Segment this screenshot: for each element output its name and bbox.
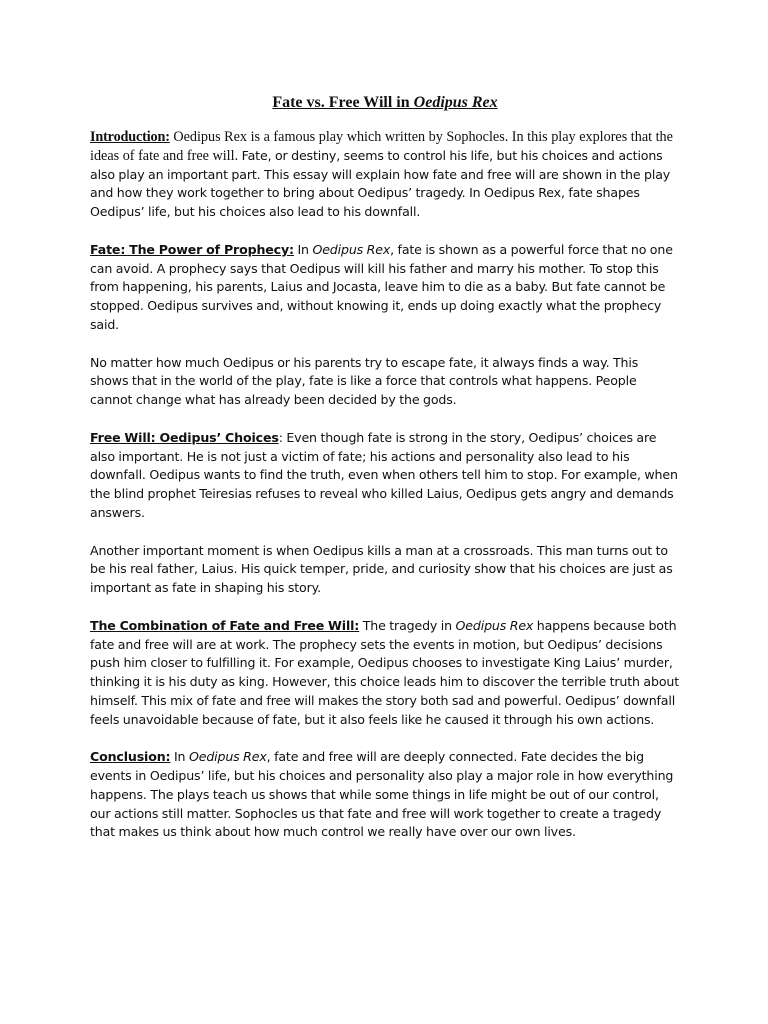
title-text: Fate vs. Free Will in xyxy=(272,94,414,111)
fate-italic: Oedipus Rex xyxy=(312,241,391,257)
fate-heading: Fate: The Power of Prophecy: xyxy=(90,241,294,257)
title-italic: Oedipus Rex xyxy=(413,94,498,111)
conclusion-body: , fate and free will are deeply connected. Fate decides the big events in Oedipus’ life, but his choices and personality also play a major role in how everything happens. The plays teach us shows that while some things in life might be out of our control, our actions still matter. Sophocles us that fate and free will work together to create a tragedy that makes us think about how much control we really have over our own lives. xyxy=(90,749,674,840)
fate-paragraph-2: No matter how much Oedipus or his parents try to escape fate, it always finds a way. This shows that in the world of the play, fate is like a force that controls what happens. People cannot change what has already been decided by the gods. xyxy=(90,354,639,408)
conclusion-heading: Conclusion: xyxy=(90,749,171,765)
intro-body: Fate, or destiny, seems to control his life, but his choices and actions also play an important part. This essay will explain how fate and free will are shown in the play and how they work together to bring about Oedipus’ tragedy. In Oedipus Rex, fate shapes Oedipus’ life, but his choices also lead to his downfall. xyxy=(90,147,671,220)
free-will-heading: Free Will: Oedipus’ Choices xyxy=(90,429,279,445)
fate-body: , fate is shown as a powerful force that no one can avoid. A prophecy says that Oedipus will kill his father and marry his mother. To stop this from happening, his parents, Laius and Jocasta, leave him to die as a baby. But fate cannot be stopped. Oedipus survives and, without knowing it, ends up doing exactly what the prophecy said. xyxy=(90,241,673,332)
free-will-body: : Even though fate is strong in the story, Oedipus’ choices are also important. He is not just a victim of fate; his actions and personality also lead to his downfall. Oedipus wants to find the truth, even when others tell him to stop. For example, when the blind prophet Teiresias refuses to reveal who killed Laius, Oedipus gets angry and demands answers. xyxy=(90,429,678,520)
combination-heading: The Combination of Fate and Free Will: xyxy=(90,617,360,633)
document-title xyxy=(90,92,680,114)
free-will-paragraph xyxy=(90,429,680,523)
combination-italic: Oedipus Rex xyxy=(455,617,534,633)
combination-body: happens because both fate and free will are at work. The prophecy sets the events in motion, but Oedipus’ decisions push him closer to fulfilling it. For example, Oedipus chooses to investigate King Laius’ murder, thinking it is his duty as king. However, this choice leads him to discover the terrible truth about himself. This mix of fate and free will makes the story both sad and powerful. Oedipus’ downfall feels unavoidable because of fate, but it also feels like he caused it through his own actions. xyxy=(90,617,680,727)
intro-paragraph xyxy=(90,128,680,222)
conclusion-paragraph xyxy=(90,748,680,842)
combination-pre: The tragedy in xyxy=(359,617,456,633)
conclusion-pre: In xyxy=(170,749,189,765)
document-page xyxy=(90,92,680,861)
combination-paragraph xyxy=(90,617,680,730)
fate-pre: In xyxy=(293,241,313,257)
intro-lead: Oedipus Rex is a famous play which written by Sophocles. In this play explores that the ideas of fate and free will. xyxy=(90,129,673,164)
fate-paragraph xyxy=(90,241,680,335)
intro-heading: Introduction: xyxy=(90,129,170,145)
conclusion-italic: Oedipus Rex xyxy=(188,749,267,765)
free-will-paragraph-2: Another important moment is when Oedipus kills a man at a crossroads. This man turns out to be his real father, Laius. His quick temper, pride, and curiosity show that his choices are just as important as fate in shaping his story. xyxy=(90,542,673,596)
